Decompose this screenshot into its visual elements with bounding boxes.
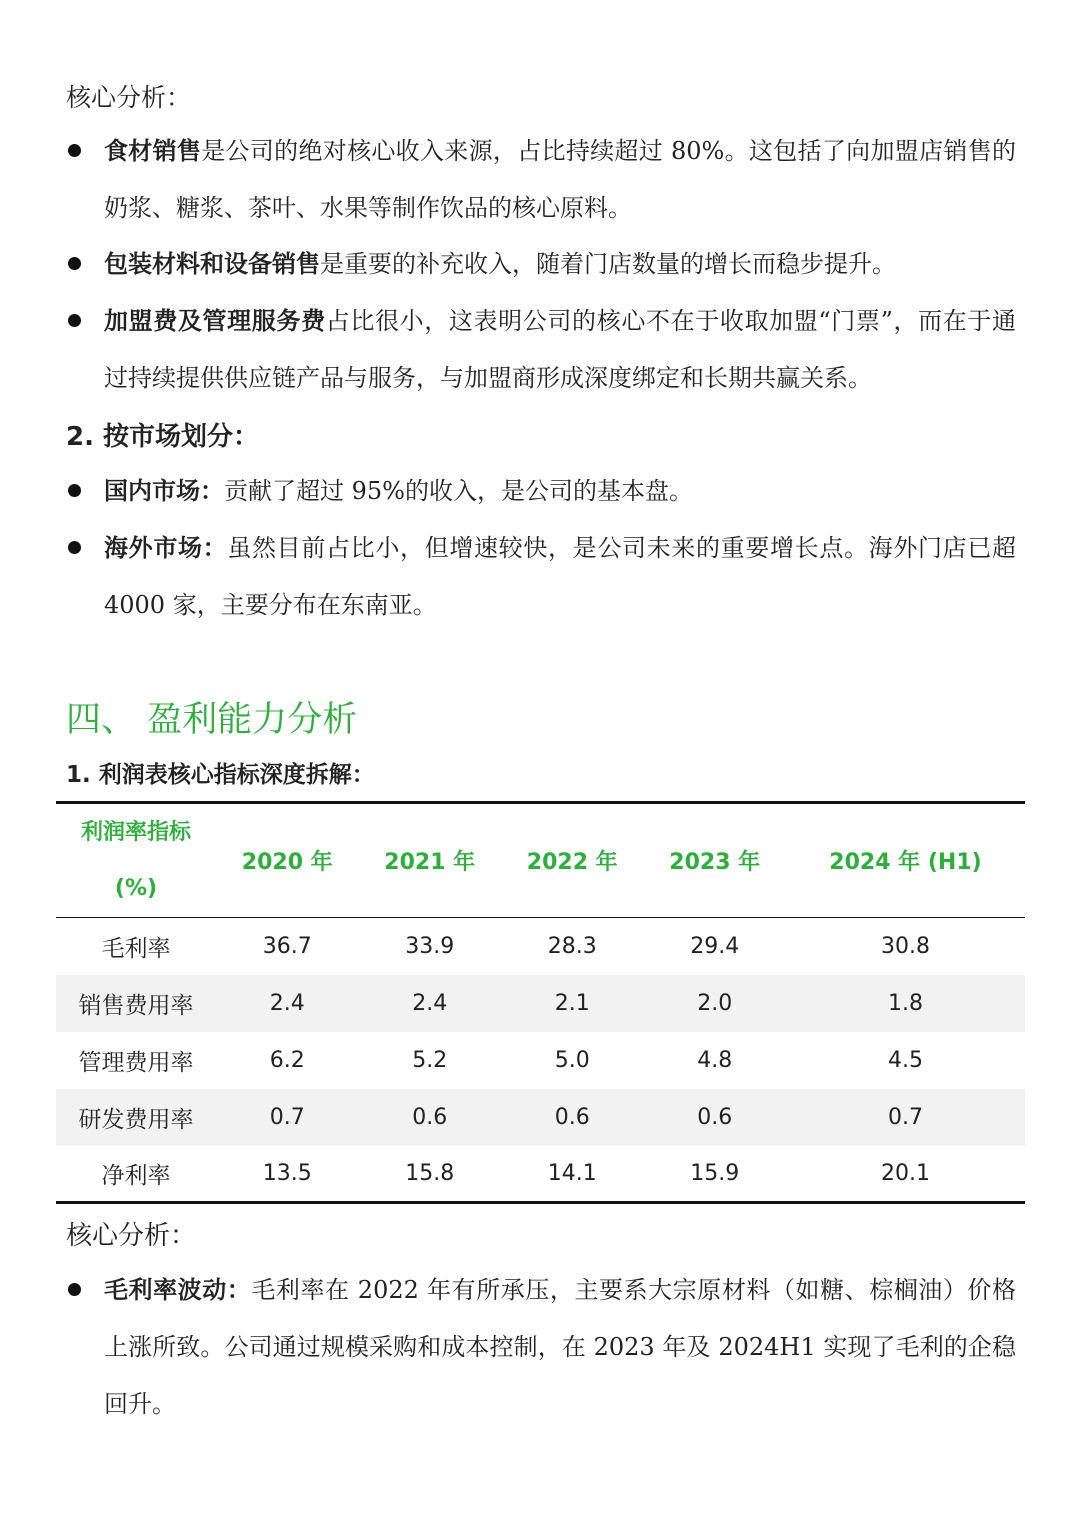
table-cell: 30.8: [881, 933, 930, 959]
table-cell: 14.1: [547, 1160, 597, 1186]
bullet-item: [104, 462, 1016, 520]
table-row: [56, 975, 1025, 1032]
table-cell: 4.5: [888, 1047, 923, 1073]
header-year: 2020 年: [241, 850, 333, 875]
market-heading: 2. 按市场划分：: [66, 422, 260, 452]
table-cell: 2.0: [697, 990, 733, 1016]
table-row: [56, 1032, 1025, 1089]
table-cell: 4.8: [697, 1047, 733, 1073]
table-cell: 0.6: [554, 1104, 590, 1130]
bullet-text: 占比很小，这表明公司的核心不在于收取加盟“门票”，而在于通过持续提供供应链产品与服务，与加盟商形成深度绑定和长期共赢关系。: [104, 307, 1017, 392]
table-heading: 1. 利润表核心指标深度拆解：: [66, 762, 375, 788]
header-metric: [56, 803, 216, 918]
row-label: 研发费用率: [78, 1106, 194, 1133]
bullet-item: [104, 235, 1016, 293]
table-cell: 2.1: [554, 990, 590, 1016]
header-year: 2022 年: [526, 850, 618, 875]
bullet-bold: 加盟费及管理服务费: [104, 306, 326, 335]
table-cell: 28.3: [547, 933, 597, 959]
table-cell: 0.7: [269, 1104, 305, 1130]
table-row: [56, 1146, 1025, 1203]
table-cell: 33.9: [405, 933, 455, 959]
table-cell: 2.4: [412, 990, 448, 1016]
table-cell: 15.8: [405, 1160, 455, 1186]
header-metric-line2: (%): [114, 875, 158, 901]
table-cell: 1.8: [888, 990, 923, 1016]
metrics-table: [56, 801, 1025, 1204]
row-label: 净利率: [101, 1162, 171, 1189]
bullet-icon: [68, 541, 81, 554]
bullet-item: [104, 519, 1016, 634]
table-cell: 5.2: [412, 1047, 448, 1073]
row-label: 管理费用率: [78, 1049, 194, 1076]
bullet-text: 是公司的绝对核心收入来源，占比持续超过 80%。这包括了向加盟店销售的奶浆、糖浆、茶叶、水果等制作饮品的核心原料。: [104, 137, 1016, 222]
analysis-heading-bottom: 核心分析：: [66, 1221, 197, 1251]
table-cell: 0.6: [697, 1104, 733, 1130]
table-row: [56, 918, 1025, 975]
table-cell: 36.7: [262, 933, 312, 959]
bullet-text: 毛利率在 2022 年有所承压，主要系大宗原材料（如糖、棕榈油）价格上涨所致。公司通过规模采购和成本控制，在 2023 年及 2024H1 实现了毛利的企稳回升。: [104, 1276, 1016, 1418]
header-year: 2024 年 (H1): [829, 850, 982, 875]
bullet-text: 是重要的补充收入，随着门店数量的增长而稳步提升。: [320, 250, 896, 278]
table-header-row: [56, 803, 1025, 918]
table-cell: 0.6: [412, 1104, 448, 1130]
header-year: 2021 年: [384, 850, 476, 875]
section-title: 四、 盈利能力分析: [66, 700, 358, 740]
table-row: [56, 1089, 1025, 1146]
header-year: 2023 年: [669, 850, 761, 875]
bullet-item: [104, 292, 1016, 407]
table-cell: 2.4: [269, 990, 305, 1016]
table-cell: 6.2: [269, 1047, 305, 1073]
bullet-icon: [68, 314, 81, 327]
bullet-icon: [68, 257, 81, 270]
table-cell: 5.0: [554, 1047, 590, 1073]
bullet-bold: 国内市场：: [104, 476, 224, 505]
bullet-icon: [68, 484, 81, 497]
bullet-bold: 食材销售: [104, 136, 202, 165]
table-cell: 20.1: [881, 1160, 930, 1186]
analysis-heading-top: 核心分析：: [66, 83, 192, 112]
bullet-item: [104, 122, 1016, 237]
header-metric-line1: 利润率指标: [80, 819, 191, 845]
bullet-text: 贡献了超过 95%的收入，是公司的基本盘。: [224, 477, 693, 505]
bullet-bold: 包装材料和设备销售: [104, 249, 320, 278]
bullet-item: [104, 1261, 1016, 1433]
table-cell: 15.9: [690, 1160, 740, 1186]
table-cell: 29.4: [690, 933, 740, 959]
table-cell: 13.5: [262, 1160, 312, 1186]
bullet-bold: 毛利率波动：: [104, 1275, 252, 1304]
bullet-text: 虽然目前占比小，但增速较快，是公司未来的重要增长点。海外门店已超 4000 家，主要分布在东南亚。: [104, 534, 1017, 619]
row-label: 毛利率: [101, 935, 171, 962]
bullet-icon: [68, 1283, 81, 1296]
row-label: 销售费用率: [78, 992, 194, 1019]
table-cell: 0.7: [888, 1104, 923, 1130]
bullet-icon: [68, 144, 81, 157]
bullet-bold: 海外市场：: [104, 533, 228, 562]
